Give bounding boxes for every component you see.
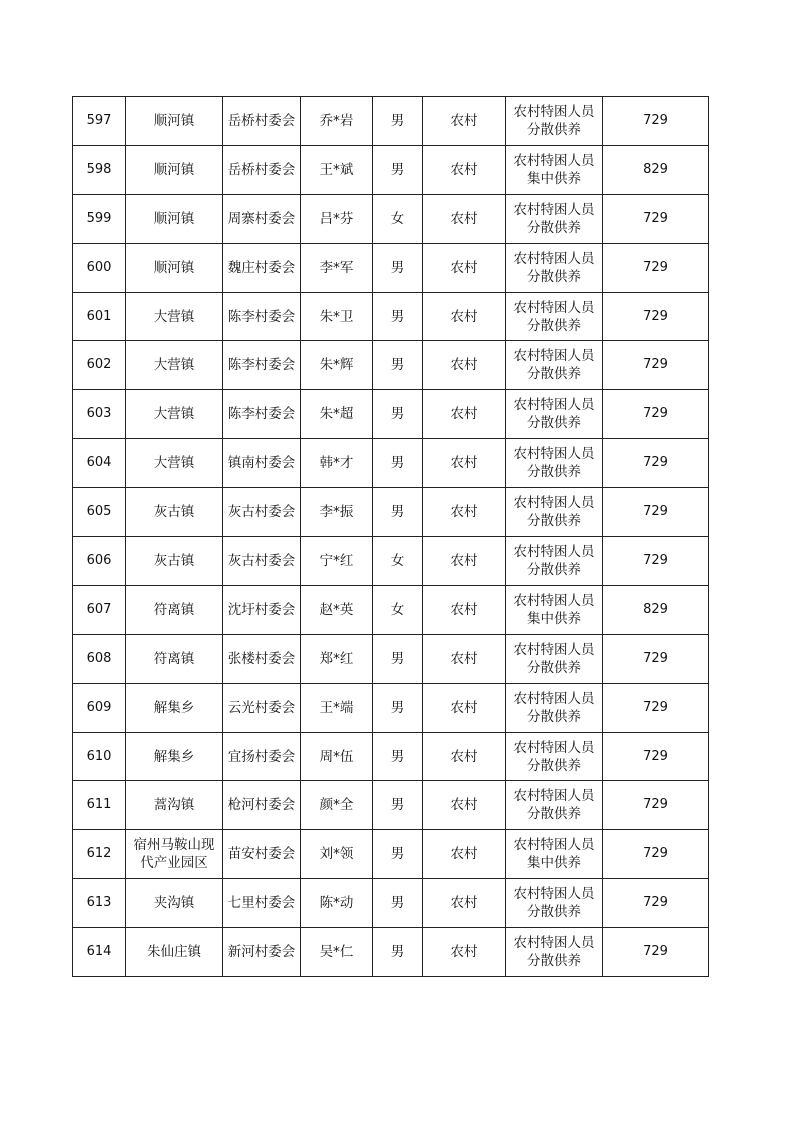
person-name-cell: 刘*领 xyxy=(301,830,373,879)
relief-recipients-table xyxy=(72,96,709,977)
amount-cell: 729 xyxy=(603,781,709,830)
support-type-cell: 农村特困人员分散供养 xyxy=(506,341,603,390)
area-type-cell: 农村 xyxy=(423,488,506,537)
town-cell: 灰古镇 xyxy=(126,537,223,586)
town-cell: 顺河镇 xyxy=(126,145,223,194)
town-cell: 顺河镇 xyxy=(126,97,223,146)
row-number-cell: 609 xyxy=(73,683,126,732)
area-type-cell: 农村 xyxy=(423,634,506,683)
gender-cell: 男 xyxy=(373,634,423,683)
table-body xyxy=(73,97,709,977)
area-type-cell: 农村 xyxy=(423,879,506,928)
table-row xyxy=(73,537,709,586)
amount-cell: 729 xyxy=(603,488,709,537)
gender-cell: 男 xyxy=(373,145,423,194)
gender-cell: 男 xyxy=(373,341,423,390)
area-type-cell: 农村 xyxy=(423,683,506,732)
village-committee-cell: 张楼村委会 xyxy=(223,634,301,683)
row-number-cell: 598 xyxy=(73,145,126,194)
area-type-cell: 农村 xyxy=(423,928,506,977)
support-type-cell: 农村特困人员分散供养 xyxy=(506,292,603,341)
gender-cell: 男 xyxy=(373,488,423,537)
row-number-cell: 607 xyxy=(73,585,126,634)
village-committee-cell: 灰古村委会 xyxy=(223,537,301,586)
row-number-cell: 597 xyxy=(73,97,126,146)
row-number-cell: 610 xyxy=(73,732,126,781)
area-type-cell: 农村 xyxy=(423,732,506,781)
gender-cell: 男 xyxy=(373,683,423,732)
area-type-cell: 农村 xyxy=(423,97,506,146)
area-type-cell: 农村 xyxy=(423,830,506,879)
table-row xyxy=(73,879,709,928)
support-type-cell: 农村特困人员分散供养 xyxy=(506,390,603,439)
area-type-cell: 农村 xyxy=(423,585,506,634)
village-committee-cell: 镇南村委会 xyxy=(223,439,301,488)
village-committee-cell: 陈李村委会 xyxy=(223,292,301,341)
table-row xyxy=(73,928,709,977)
area-type-cell: 农村 xyxy=(423,537,506,586)
row-number-cell: 605 xyxy=(73,488,126,537)
village-committee-cell: 陈李村委会 xyxy=(223,341,301,390)
table-row xyxy=(73,97,709,146)
area-type-cell: 农村 xyxy=(423,439,506,488)
table-row xyxy=(73,683,709,732)
village-committee-cell: 周寨村委会 xyxy=(223,194,301,243)
gender-cell: 男 xyxy=(373,97,423,146)
support-type-cell: 农村特困人员集中供养 xyxy=(506,830,603,879)
amount-cell: 729 xyxy=(603,439,709,488)
gender-cell: 女 xyxy=(373,194,423,243)
row-number-cell: 601 xyxy=(73,292,126,341)
town-cell: 符离镇 xyxy=(126,585,223,634)
area-type-cell: 农村 xyxy=(423,781,506,830)
table-row xyxy=(73,634,709,683)
amount-cell: 729 xyxy=(603,830,709,879)
support-type-cell: 农村特困人员集中供养 xyxy=(506,145,603,194)
table-row xyxy=(73,488,709,537)
area-type-cell: 农村 xyxy=(423,243,506,292)
amount-cell: 729 xyxy=(603,292,709,341)
table-row xyxy=(73,292,709,341)
row-number-cell: 612 xyxy=(73,830,126,879)
town-cell: 大营镇 xyxy=(126,292,223,341)
gender-cell: 男 xyxy=(373,781,423,830)
area-type-cell: 农村 xyxy=(423,145,506,194)
amount-cell: 729 xyxy=(603,194,709,243)
row-number-cell: 600 xyxy=(73,243,126,292)
town-cell: 宿州马鞍山现代产业园区 xyxy=(126,830,223,879)
row-number-cell: 613 xyxy=(73,879,126,928)
person-name-cell: 宁*红 xyxy=(301,537,373,586)
support-type-cell: 农村特困人员分散供养 xyxy=(506,97,603,146)
table-row xyxy=(73,145,709,194)
person-name-cell: 乔*岩 xyxy=(301,97,373,146)
town-cell: 顺河镇 xyxy=(126,243,223,292)
area-type-cell: 农村 xyxy=(423,194,506,243)
amount-cell: 729 xyxy=(603,928,709,977)
person-name-cell: 朱*卫 xyxy=(301,292,373,341)
town-cell: 朱仙庄镇 xyxy=(126,928,223,977)
support-type-cell: 农村特困人员分散供养 xyxy=(506,928,603,977)
person-name-cell: 陈*动 xyxy=(301,879,373,928)
table-row xyxy=(73,830,709,879)
town-cell: 夹沟镇 xyxy=(126,879,223,928)
person-name-cell: 郑*红 xyxy=(301,634,373,683)
village-committee-cell: 七里村委会 xyxy=(223,879,301,928)
table-row xyxy=(73,781,709,830)
table-row xyxy=(73,243,709,292)
support-type-cell: 农村特困人员分散供养 xyxy=(506,781,603,830)
row-number-cell: 602 xyxy=(73,341,126,390)
village-committee-cell: 沈圩村委会 xyxy=(223,585,301,634)
person-name-cell: 吕*芬 xyxy=(301,194,373,243)
support-type-cell: 农村特困人员分散供养 xyxy=(506,879,603,928)
person-name-cell: 朱*辉 xyxy=(301,341,373,390)
gender-cell: 男 xyxy=(373,879,423,928)
gender-cell: 男 xyxy=(373,439,423,488)
gender-cell: 男 xyxy=(373,928,423,977)
village-committee-cell: 岳桥村委会 xyxy=(223,145,301,194)
row-number-cell: 603 xyxy=(73,390,126,439)
row-number-cell: 606 xyxy=(73,537,126,586)
table-row xyxy=(73,194,709,243)
village-committee-cell: 宜扬村委会 xyxy=(223,732,301,781)
village-committee-cell: 岳桥村委会 xyxy=(223,97,301,146)
village-committee-cell: 灰古村委会 xyxy=(223,488,301,537)
table-row xyxy=(73,585,709,634)
row-number-cell: 604 xyxy=(73,439,126,488)
support-type-cell: 农村特困人员分散供养 xyxy=(506,243,603,292)
town-cell: 顺河镇 xyxy=(126,194,223,243)
gender-cell: 男 xyxy=(373,830,423,879)
person-name-cell: 吴*仁 xyxy=(301,928,373,977)
support-type-cell: 农村特困人员分散供养 xyxy=(506,683,603,732)
table-row xyxy=(73,390,709,439)
village-committee-cell: 云光村委会 xyxy=(223,683,301,732)
table-row xyxy=(73,341,709,390)
support-type-cell: 农村特困人员分散供养 xyxy=(506,439,603,488)
support-type-cell: 农村特困人员分散供养 xyxy=(506,634,603,683)
town-cell: 大营镇 xyxy=(126,439,223,488)
table-row xyxy=(73,439,709,488)
support-type-cell: 农村特困人员分散供养 xyxy=(506,488,603,537)
town-cell: 解集乡 xyxy=(126,732,223,781)
amount-cell: 729 xyxy=(603,243,709,292)
amount-cell: 729 xyxy=(603,732,709,781)
village-committee-cell: 枪河村委会 xyxy=(223,781,301,830)
person-name-cell: 李*军 xyxy=(301,243,373,292)
village-committee-cell: 陈李村委会 xyxy=(223,390,301,439)
support-type-cell: 农村特困人员集中供养 xyxy=(506,585,603,634)
gender-cell: 女 xyxy=(373,585,423,634)
gender-cell: 男 xyxy=(373,390,423,439)
town-cell: 灰古镇 xyxy=(126,488,223,537)
support-type-cell: 农村特困人员分散供养 xyxy=(506,537,603,586)
area-type-cell: 农村 xyxy=(423,292,506,341)
person-name-cell: 王*斌 xyxy=(301,145,373,194)
support-type-cell: 农村特困人员分散供养 xyxy=(506,732,603,781)
person-name-cell: 颜*全 xyxy=(301,781,373,830)
amount-cell: 729 xyxy=(603,341,709,390)
row-number-cell: 599 xyxy=(73,194,126,243)
person-name-cell: 朱*超 xyxy=(301,390,373,439)
gender-cell: 男 xyxy=(373,732,423,781)
gender-cell: 女 xyxy=(373,537,423,586)
village-committee-cell: 魏庄村委会 xyxy=(223,243,301,292)
amount-cell: 729 xyxy=(603,97,709,146)
area-type-cell: 农村 xyxy=(423,390,506,439)
gender-cell: 男 xyxy=(373,292,423,341)
gender-cell: 男 xyxy=(373,243,423,292)
town-cell: 蒿沟镇 xyxy=(126,781,223,830)
village-committee-cell: 新河村委会 xyxy=(223,928,301,977)
row-number-cell: 611 xyxy=(73,781,126,830)
table-row xyxy=(73,732,709,781)
amount-cell: 729 xyxy=(603,537,709,586)
town-cell: 解集乡 xyxy=(126,683,223,732)
amount-cell: 829 xyxy=(603,145,709,194)
amount-cell: 729 xyxy=(603,879,709,928)
amount-cell: 729 xyxy=(603,683,709,732)
person-name-cell: 王*端 xyxy=(301,683,373,732)
support-type-cell: 农村特困人员分散供养 xyxy=(506,194,603,243)
person-name-cell: 赵*英 xyxy=(301,585,373,634)
town-cell: 符离镇 xyxy=(126,634,223,683)
person-name-cell: 李*振 xyxy=(301,488,373,537)
town-cell: 大营镇 xyxy=(126,390,223,439)
amount-cell: 829 xyxy=(603,585,709,634)
town-cell: 大营镇 xyxy=(126,341,223,390)
amount-cell: 729 xyxy=(603,634,709,683)
amount-cell: 729 xyxy=(603,390,709,439)
row-number-cell: 614 xyxy=(73,928,126,977)
person-name-cell: 周*伍 xyxy=(301,732,373,781)
row-number-cell: 608 xyxy=(73,634,126,683)
person-name-cell: 韩*才 xyxy=(301,439,373,488)
area-type-cell: 农村 xyxy=(423,341,506,390)
village-committee-cell: 苗安村委会 xyxy=(223,830,301,879)
